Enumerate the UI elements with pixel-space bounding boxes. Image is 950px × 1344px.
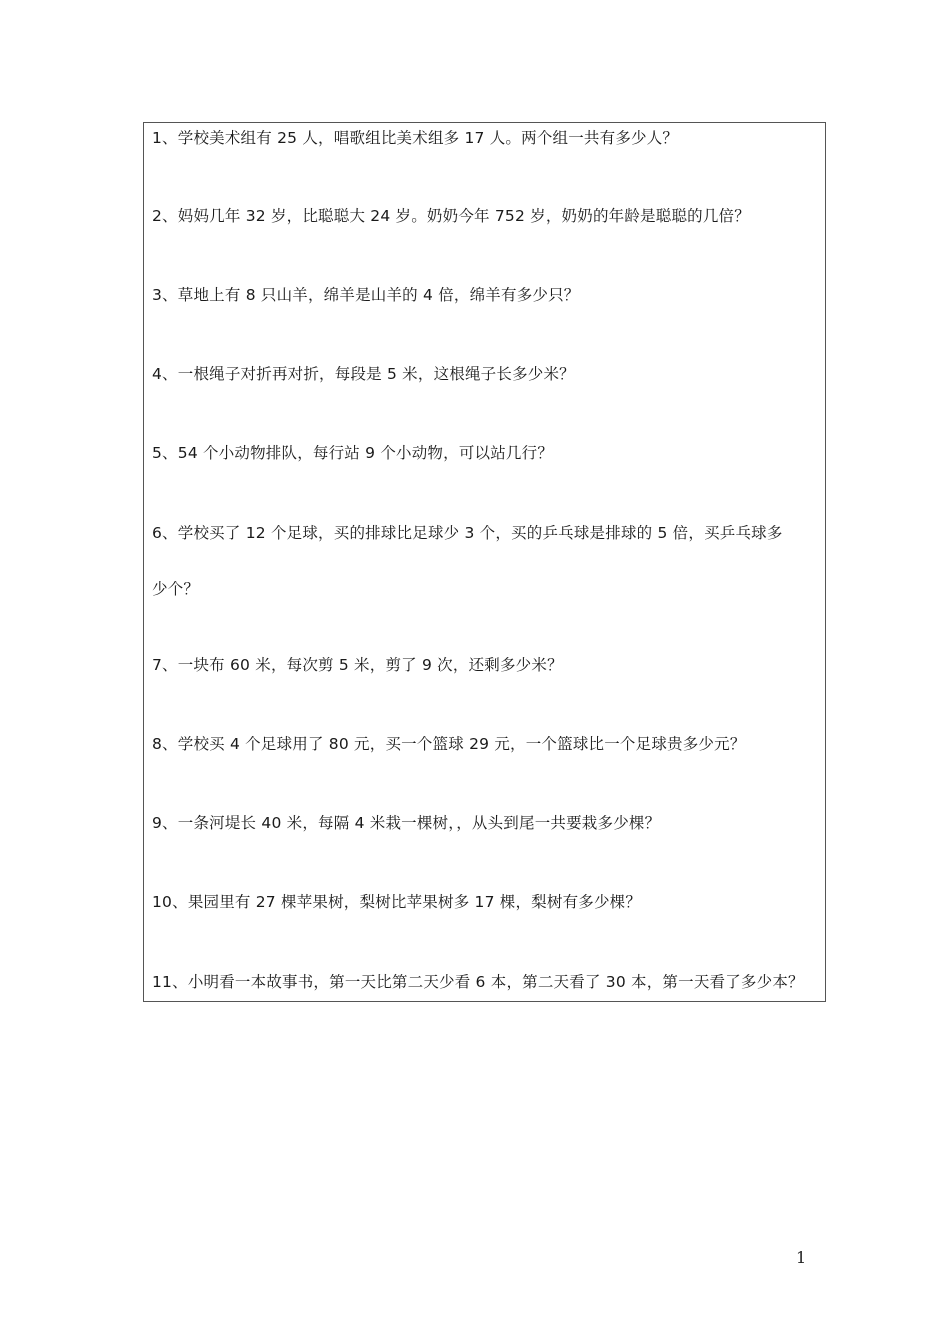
problem-8: 8、学校买 4 个足球用了 80 元，买一个篮球 29 元，一个篮球比一个足球贵多少元？ (152, 735, 746, 753)
problem-6-line-2: 少个？ (152, 580, 200, 598)
problem-1: 1、学校美术组有 25 人，唱歌组比美术组多 17 人。两个组一共有多少人？ (152, 129, 679, 147)
problem-6 (152, 523, 783, 599)
problem-2: 2、妈妈几年 32 岁，比聪聪大 24 岁。奶奶今年 752 岁，奶奶的年龄是聪聪的几倍？ (152, 207, 750, 225)
page-number: 1 (796, 1248, 807, 1267)
problem-7: 7、一块布 60 米，每次剪 5 米，剪了 9 次，还剩多少米？ (152, 656, 563, 674)
problem-6-line-1: 6、学校买了 12 个足球，买的排球比足球少 3 个，买的乒乓球是排球的 5 倍，买乒乓球多 (152, 524, 783, 542)
problem-5: 5、54 个小动物排队，每行站 9 个小动物，可以站几行？ (152, 444, 554, 462)
problem-4: 4、一根绳子对折再对折，每段是 5 米，这根绳子长多少米？ (152, 365, 575, 383)
problem-11: 11、小明看一本故事书，第一天比第二天少看 6 本，第二天看了 30 本，第一天看了多少本？ (152, 973, 804, 991)
problem-3: 3、草地上有 8 只山羊，绵羊是山羊的 4 倍，绵羊有多少只？ (152, 286, 580, 304)
problem-10: 10、果园里有 27 棵苹果树，梨树比苹果树多 17 棵，梨树有多少棵？ (152, 893, 642, 911)
problem-9: 9、一条河堤长 40 米，每隔 4 米栽一棵树，，从头到尾一共要栽多少棵？ (152, 814, 661, 832)
word-problems-box (143, 122, 826, 1002)
